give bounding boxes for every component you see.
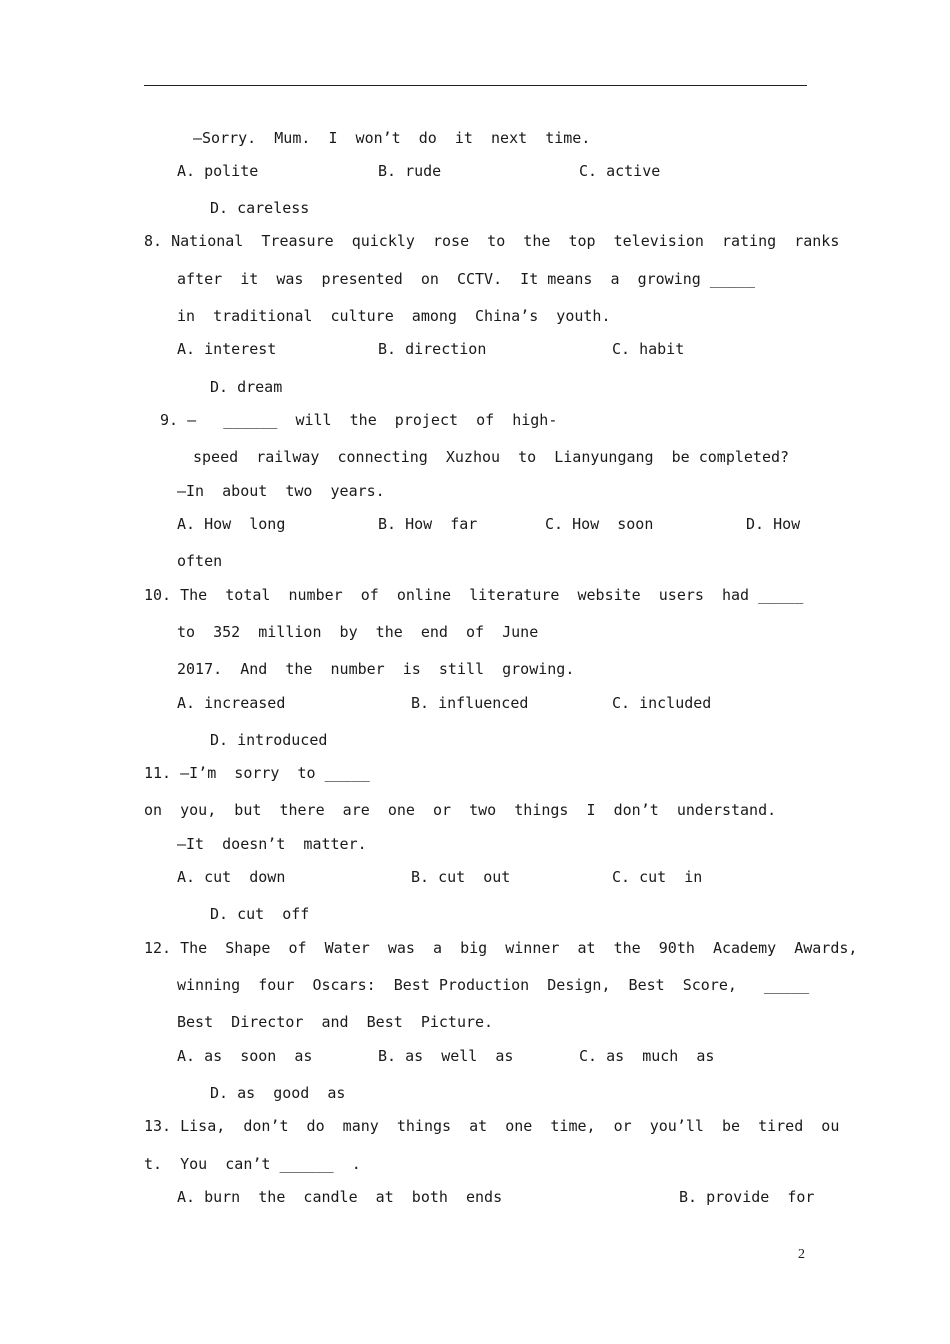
q12-option-d: D. as good as (210, 1084, 346, 1102)
q13-stem-line2: t. You can’t ______ . (144, 1155, 361, 1173)
q12-option-b: B. as well as (378, 1047, 514, 1065)
q10-option-b: B. influenced (411, 694, 529, 712)
q11-option-a: A. cut down (177, 868, 286, 886)
q8-option-b: B. direction (378, 340, 487, 358)
q7-option-b: B. rude (378, 162, 442, 180)
q9-stem-line1: 9. — ______ will the project of high- (160, 411, 558, 429)
q8-option-c: C. habit (612, 340, 685, 358)
q12-stem-line2: winning four Oscars: Best Production Design, Best Score, _____ (177, 976, 810, 994)
q7-reply: —Sorry. Mum. I won’t do it next time. (193, 129, 591, 147)
q8-option-a: A. interest (177, 340, 277, 358)
q10-stem-line1: 10. The total number of online literature website users had _____ (144, 586, 804, 604)
q8-option-d: D. dream (210, 378, 283, 396)
q9-option-c: C. How soon (545, 515, 654, 533)
q11-option-d: D. cut off (210, 905, 310, 923)
q8-stem-line2: after it was presented on CCTV. It means a growing _____ (177, 270, 755, 288)
q13-stem-line1: 13. Lisa, don’t do many things at one time, or you’ll be tired ou (144, 1117, 840, 1135)
q9-option-d: D. How (746, 515, 801, 533)
q8-stem-line1: 8. National Treasure quickly rose to the top television rating ranks (144, 232, 840, 250)
q11-option-b: B. cut out (411, 868, 511, 886)
q12-option-c: C. as much as (579, 1047, 715, 1065)
q7-option-c: C. active (579, 162, 661, 180)
q10-stem-line3: 2017. And the number is still growing. (177, 660, 575, 678)
q10-option-a: A. increased (177, 694, 286, 712)
q9-option-b: B. How far (378, 515, 478, 533)
q12-stem-line3: Best Director and Best Picture. (177, 1013, 494, 1031)
q10-stem-line2: to 352 million by the end of June (177, 623, 539, 641)
q9-stem-line3: —In about two years. (177, 482, 385, 500)
q13-option-a: A. burn the candle at both ends (177, 1188, 503, 1206)
q9-option-d-wrap: often (177, 552, 223, 570)
q9-stem-line2: speed railway connecting Xuzhou to Lianyungang be completed? (193, 448, 790, 466)
q10-option-d: D. introduced (210, 731, 328, 749)
q12-option-a: A. as soon as (177, 1047, 313, 1065)
header-rule (144, 85, 807, 86)
q7-option-d: D. careless (210, 199, 310, 217)
q11-stem-line3: —It doesn’t matter. (177, 835, 367, 853)
q10-option-c: C. included (612, 694, 712, 712)
q13-option-b: B. provide for (679, 1188, 815, 1206)
page-number: 2 (798, 1247, 805, 1262)
q11-stem-line2: on you, but there are one or two things I don’t understand. (144, 801, 777, 819)
q7-option-a: A. polite (177, 162, 259, 180)
q9-option-a: A. How long (177, 515, 286, 533)
q8-stem-line3: in traditional culture among China’s youth. (177, 307, 611, 325)
q12-stem-line1: 12. The Shape of Water was a big winner at the 90th Academy Awards, (144, 939, 858, 957)
q11-stem-line1: 11. —I’m sorry to _____ (144, 764, 370, 782)
q11-option-c: C. cut in (612, 868, 703, 886)
